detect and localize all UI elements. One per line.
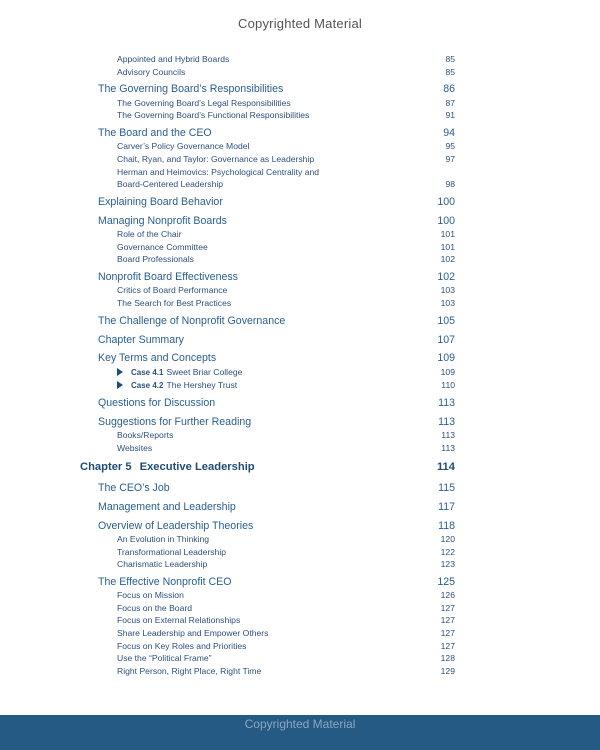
toc-entry-page: 85 [445,67,455,77]
toc-entry [0,558,600,572]
toc-entry [0,297,600,311]
triangle-bullet-icon [117,368,123,376]
toc-section [0,334,600,348]
toc-entry [0,153,600,167]
toc-entry-page: 109 [440,367,455,377]
toc-entry-title: Transformational Leadership [117,547,227,557]
chapter-title: Executive Leadership [139,461,255,473]
toc-section-title: Explaining Board Behavior [98,196,223,208]
toc-entry-title: Board Professionals [117,254,194,264]
toc-entry [0,140,600,154]
toc-entry-title: The Governing Board’s Functional Responsibilities [117,110,310,120]
case-label: Case 4.1 [131,368,164,377]
toc-entry [0,442,600,456]
chapter-number: Chapter 5 [80,461,132,473]
toc-entry-page: 113 [441,443,455,453]
toc-entry-title: Carver’s Policy Governance Model [117,141,250,151]
toc-section-title: The Governing Board’s Responsibilities [98,83,284,95]
toc-section-page: 102 [437,271,455,283]
toc-section-page: 115 [438,482,455,494]
case-label: Case 4.2 [131,381,164,390]
toc-entry [0,627,600,641]
toc-entry-page: 85 [445,54,455,64]
toc-section-title: The Board and the CEO [98,127,212,139]
toc-section-page: 105 [437,315,455,327]
toc-section [0,196,600,210]
toc-entry-title: Chait, Ryan, and Taylor: Governance as Leadership [117,154,315,164]
toc-entry-title-continued: Board-Centered Leadership [117,179,224,189]
toc-section-title: Chapter Summary [98,334,184,346]
toc-section [0,83,600,97]
toc-section [0,416,600,430]
toc-section [0,315,600,329]
toc-section-page: 86 [443,83,455,95]
toc-entry-title: Focus on Mission [117,590,184,600]
toc-entry-title: An Evolution in Thinking [117,534,210,544]
toc-section [0,397,600,411]
toc-entry [0,109,600,123]
toc-section-page: 109 [437,352,455,364]
toc-entry-title: Focus on External Relationships [117,615,241,625]
toc-entry-page: 91 [445,110,455,120]
toc-section-page: 100 [437,196,455,208]
toc-entry-page: 103 [440,285,455,295]
toc-entry [0,253,600,267]
toc-entry-title: Share Leadership and Empower Others [117,628,269,638]
toc-section [0,127,600,141]
toc-section-title: Nonprofit Board Effectiveness [98,271,238,283]
toc-entry-page: 120 [440,534,455,544]
toc-entry-page: 103 [440,298,455,308]
toc-entry-title: Herman and Heimovics: Psychological Centrality and [117,167,320,177]
toc-section-title: Management and Leadership [98,501,236,513]
toc-entry [0,429,600,443]
toc-section-page: 117 [438,501,455,513]
toc-section-page: 113 [438,416,455,428]
toc-entry-title: The Search for Best Practices [117,298,232,308]
toc-entry-title: Right Person, Right Place, Right Time [117,666,262,676]
toc-entry-page: 129 [440,666,455,676]
toc-entry [0,228,600,242]
toc-entry-title: Role of the Chair [117,229,182,239]
toc-entry-page: 128 [440,653,455,663]
toc-entry-page: 122 [440,547,455,557]
toc-entry-page: 97 [445,154,455,164]
toc-entry [0,589,600,603]
toc-entry-page: 127 [440,615,455,625]
toc-entry [0,652,600,666]
toc-section-title: Suggestions for Further Reading [98,416,252,428]
toc-entry-page: 123 [440,559,455,569]
toc-entry-title: Appointed and Hybrid Boards [117,54,230,64]
toc-entry-title: Charismatic Leadership [117,559,208,569]
toc-entry-page: 126 [440,590,455,600]
toc-entry-page: 95 [445,141,455,151]
toc-chapter [0,461,600,475]
toc-entry-title: Governance Committee [117,242,208,252]
toc-section-page: 94 [443,127,455,139]
toc-entry-title: Books/Reports [117,430,174,440]
toc-section-page: 113 [438,397,455,409]
toc-section [0,520,600,534]
toc-entry [0,53,600,67]
toc-section [0,215,600,229]
toc-entry-page: 102 [440,254,455,264]
toc-entry-page: 113 [441,430,455,440]
toc-entry-title: Focus on Key Roles and Priorities [117,641,247,651]
case-title: Sweet Briar College [166,367,243,377]
toc-entry [0,533,600,547]
toc-entry [0,284,600,298]
toc-entry-page: 127 [440,641,455,651]
toc-section [0,501,600,515]
toc-section-title: Questions for Discussion [98,397,216,409]
toc-entry-page: 110 [441,380,455,390]
toc-section-title: The Challenge of Nonprofit Governance [98,315,286,327]
toc-entry-title: Websites [117,443,153,453]
toc-entry [0,665,600,679]
toc-section-title: Key Terms and Concepts [98,352,217,364]
footer-bar [0,715,600,750]
toc-entry [0,614,600,628]
triangle-bullet-icon [117,381,123,389]
footer-watermark: Copyrighted Material [244,717,356,731]
toc-section-title: The Effective Nonprofit CEO [98,576,232,588]
toc-entry-title: Focus on the Board [117,603,193,613]
toc-entry-title: The Governing Board’s Legal Responsibilities [117,98,291,108]
toc-entry-page: 101 [440,242,455,252]
toc-entry-page: 87 [445,98,455,108]
toc-entry [0,178,600,192]
toc-entry-title: Use the “Political Frame” [117,653,212,663]
toc-section-page: 118 [438,520,455,532]
header-watermark: Copyrighted Material [238,16,362,31]
toc-section-title: Overview of Leadership Theories [98,520,254,532]
toc-entry-page: 127 [440,603,455,613]
toc-entry-page: 101 [440,229,455,239]
toc-case [0,379,600,393]
toc-section [0,271,600,285]
toc-section-title: Managing Nonprofit Boards [98,215,227,227]
case-title: The Hershey Trust [166,380,238,390]
toc-section-title: The CEO’s Job [98,482,170,494]
toc-entry-title: Advisory Councils [117,67,186,77]
toc-entry-page: 127 [440,628,455,638]
toc-chapter-page: 114 [436,461,455,473]
toc-case [0,366,600,380]
toc-section [0,352,600,366]
toc-section [0,482,600,496]
toc-section [0,576,600,590]
toc-entry [0,66,600,80]
toc-section-page: 125 [437,576,455,588]
toc-section-page: 107 [437,334,455,346]
toc-entry-title: Critics of Board Performance [117,285,228,295]
toc-section-page: 100 [437,215,455,227]
toc-entry-page: 98 [445,179,455,189]
